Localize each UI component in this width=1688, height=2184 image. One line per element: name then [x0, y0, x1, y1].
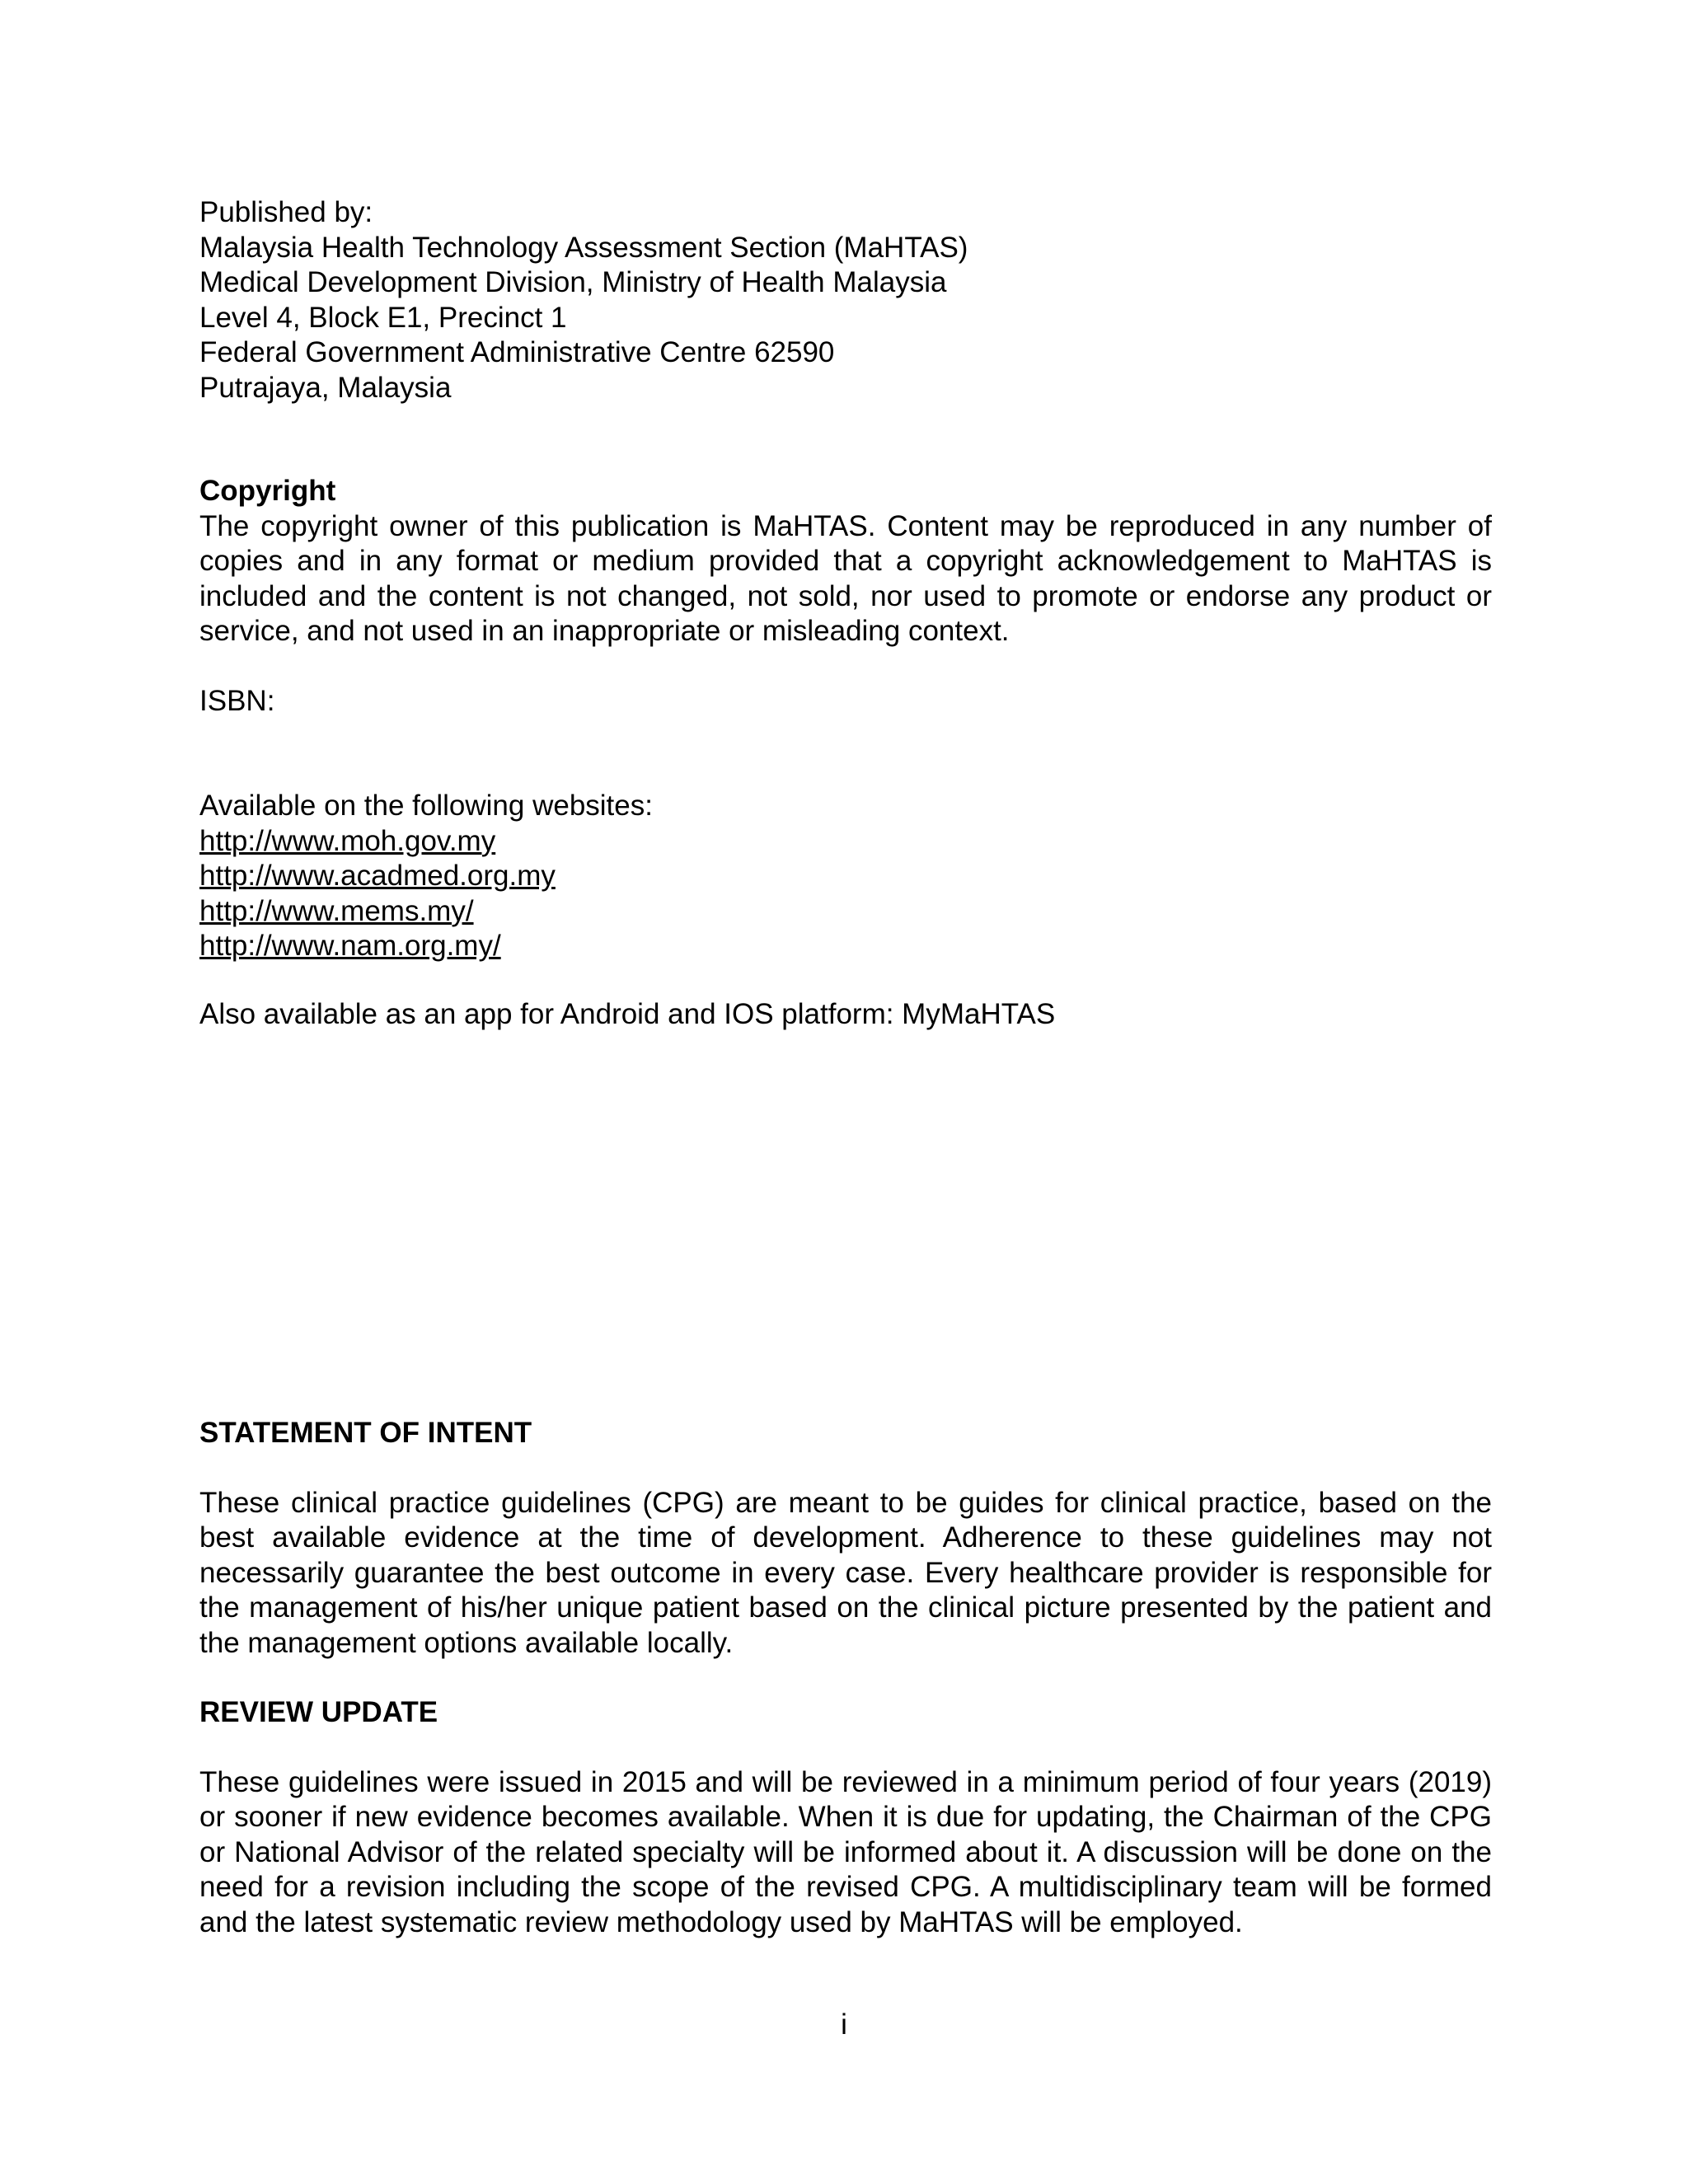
page-number: i [841, 2008, 847, 2041]
website-link-moh[interactable]: http://www.moh.gov.my [199, 824, 496, 857]
websites-intro: Available on the following websites: [199, 790, 653, 822]
website-link-mems[interactable]: http://www.mems.my/ [199, 894, 474, 927]
publisher-division: Medical Development Division, Ministry of Health Malaysia [199, 266, 947, 298]
review-update-text: These guidelines were issued in 2015 and will be reviewed in a minimum period of four years (2019) or sooner if new evidence becomes available. When it is due for updating, the Chairman of the CPG or National Advisor of the related specialty will be informed about it. A discussion will be done on the need for a revision including the scope of the revised CPG. A multidisciplinary team will be formed and the latest systematic review methodology used by MaHTAS will be employed. [199, 1765, 1492, 1938]
statement-of-intent-heading: STATEMENT OF INTENT [199, 1417, 532, 1449]
statement-of-intent-section [199, 1416, 1492, 1661]
statement-of-intent-text: These clinical practice guidelines (CPG) are meant to be guides for clinical practice, based on the best available evidence at the time of development. Adherence to these guidelines may not necessarily guarantee the best outcome in every case. Every healthcare provider is responsible for the management of his/her unique patient based on the clinical picture presented by the patient and the management options available locally. [199, 1486, 1492, 1659]
website-link-acadmed[interactable]: http://www.acadmed.org.my [199, 860, 556, 892]
copyright-text: The copyright owner of this publication is MaHTAS. Content may be reproduced in any number of copies and in any format or medium provided that a copyright acknowledgement to MaHTAS is included and the content is not changed, not sold, nor used to promote or endorse any product or service, and not used in an inappropriate or misleading context. [199, 509, 1492, 647]
publisher-label: Published by: [199, 196, 373, 228]
review-update-section [199, 1695, 1492, 1940]
publisher-block [199, 195, 1492, 405]
app-availability-note: Also available as an app for Android and IOS platform: MyMaHTAS [199, 998, 1056, 1030]
publisher-address-line: Level 4, Block E1, Precinct 1 [199, 301, 567, 334]
publisher-name: Malaysia Health Technology Assessment Section (MaHTAS) [199, 231, 968, 264]
websites-section [199, 789, 1492, 964]
copyright-heading: Copyright [199, 475, 336, 507]
isbn-section [199, 684, 1492, 719]
website-link-nam[interactable]: http://www.nam.org.my/ [199, 930, 501, 962]
review-update-heading: REVIEW UPDATE [199, 1696, 438, 1728]
copyright-section [199, 474, 1492, 649]
publisher-address-line: Federal Government Administrative Centre 62590 [199, 336, 835, 368]
isbn-label: ISBN: [199, 685, 275, 717]
app-note-section [199, 997, 1492, 1033]
publisher-city: Putrajaya, Malaysia [199, 371, 452, 404]
